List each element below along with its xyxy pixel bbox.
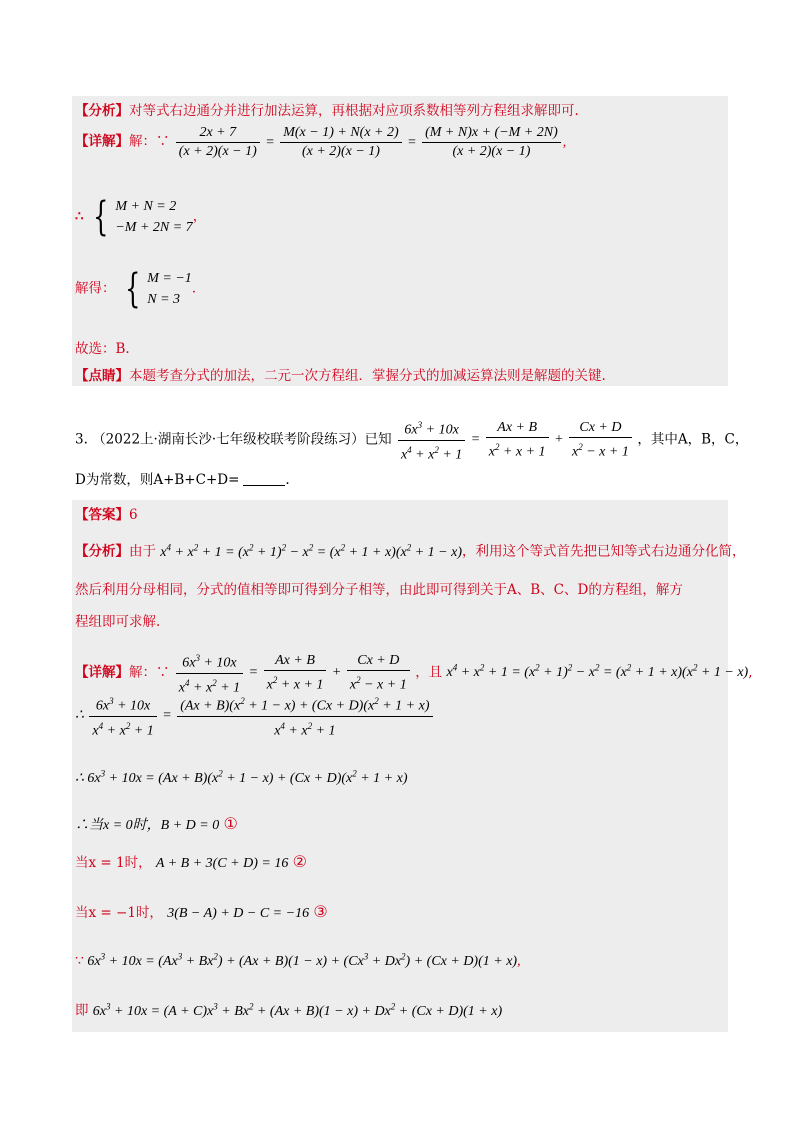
- sum-equation: $\frac{2x + 7}{(x + 2)(x - 1)}$ = $\frac{M(x - 1) + N(x + 2)}{(x + 2)(x - 1)}$ = $\frac{(M + N)x + (-M + 2N)}{(x + 2)(x - 1)}$ ,: [174, 135, 566, 150]
- comment-line: [75, 366, 606, 386]
- analysis-line-3c: 程组即可求解.: [75, 614, 161, 630]
- equation-2: A + B + 3(C + D) = 16: [155, 856, 289, 871]
- analysis-3-part-1: 由于: [129, 543, 156, 560]
- system-1-eq-2: −M + 2N = 7: [115, 220, 193, 235]
- analysis-text: 对等式右边通分并进行加法运算，再根据对应项系数相等列方程组求解即可.: [129, 103, 579, 119]
- regroup-equation: $6x^3 + 10x = (A + C)x^3 + Bx^2 + (Ax + B)(1 - x) + Dx^2 + (Cx + D)(1 + x)$: [92, 1001, 503, 1019]
- question-number: 3.: [75, 431, 88, 448]
- comment-text: 本题考查分式的加法，二元一次方程组．掌握分式的加减运算法则是解题的关键.: [129, 368, 606, 384]
- combined-fraction-line: [75, 692, 435, 740]
- circle-2: ②: [292, 852, 307, 871]
- detail-3-prefix: 解：∵: [129, 664, 170, 681]
- factor-identity: $x^4 + x^2 + 1 = (x^2 + 1)^2 - x^2 = (x^2 + 1 + x)(x^2 + 1 - x)$: [160, 542, 463, 560]
- equation-3: 3(B − A) + D − C = −16: [167, 906, 310, 921]
- answer-line: [75, 505, 138, 525]
- numerator-equation: ∴ $6x^3 + 10x = (Ax + B)(x^2 + 1 - x) + (Cx + D)(x^2 + 1 + x)$: [75, 768, 408, 786]
- equation-system-1: { M + N = 2 −M + 2N = 7: [92, 194, 193, 240]
- system-2-line: 解得： { M = −1 N = 3 ．: [75, 266, 206, 312]
- question-tail: ，其中A，B，C，: [637, 431, 749, 448]
- detail-prefix: 解：∵: [129, 133, 170, 150]
- analysis-tag: 【分析】: [75, 103, 129, 119]
- expansion-line: [75, 946, 521, 972]
- analysis-line-2: [75, 101, 579, 121]
- answer-value: 6: [129, 507, 138, 523]
- expansion-equation: ∵ $6x^3 + 10x = (Ax^3 + Bx^2) + (Ax + B)(1 - x) + (Cx^3 + Dx^2) + (Cx + D)(1 + x)$,: [75, 951, 521, 969]
- given-equation: $\frac{6x^3 + 10x}{x^4 + x^2 + 1}$ = $\frac{Ax + B}{x^2 + x + 1}$ + $\frac{Cx + D}{x^2 - x + 1}$: [174, 665, 415, 680]
- factor-identity-2: $x^4 + x^2 + 1 = (x^2 + 1)^2 - x^2 = (x^2 + 1 + x)(x^2 + 1 - x)$: [446, 662, 749, 681]
- detail-line-3: 【详解】解：∵ $\frac{6x^3 + 10x}{x^4 + x^2 + 1}$ = $\frac{Ax + B}{x^2 + x + 1}$ + $\frac{Cx + D}{x^2 - x + 1}$ ，且 $x^4 + x^2 + 1 = (x^2 + 1)^2 - x^2 = (x^2 + 1 + x)(x^2 + 1 - x)$,: [75, 649, 753, 697]
- detail-line-2: [75, 124, 566, 161]
- regroup-line: [75, 996, 502, 1022]
- question-equation: $\frac{6x^3 + 10x}{x^4 + x^2 + 1}$ = $\frac{Ax + B}{x^2 + x + 1}$ + $\frac{Cx + D}{x^2 - x + 1}$: [396, 432, 637, 447]
- system-2-eq-1: M = −1: [147, 271, 192, 286]
- numerator-equation-line: [75, 763, 408, 789]
- analysis-line-3b: 然后利用分母相同，分式的值相等即可得到分子相等，由此即可得到关于A、B、C、D的方程组，解方: [75, 582, 683, 598]
- case-xm1-label: 当x = −1时，: [75, 905, 163, 921]
- analysis-3-tag: 【分析】: [75, 543, 129, 560]
- ji-word: 即: [75, 1002, 89, 1019]
- case-xm1-line: [75, 902, 328, 924]
- question-line-2-text: D为常数，则A+B+C+D=: [75, 472, 240, 488]
- question-3-line-2: D为常数，则A+B+C+D= .: [75, 472, 290, 488]
- answer-blank: [243, 485, 285, 486]
- and-word: ，且: [415, 664, 443, 681]
- case-x1-line: [75, 852, 307, 874]
- case-x1-label: 当x = 1时，: [75, 855, 152, 871]
- comment-tag: 【点睛】: [75, 368, 129, 384]
- case-x0: ∴当x = 0时，B + D = 0: [75, 818, 220, 833]
- analysis-line-3: [75, 537, 746, 563]
- system-1-eq-1: M + N = 2: [115, 199, 177, 214]
- case-x0-line: [75, 814, 238, 836]
- analysis-3-part-2: ，利用这个等式首先把已知等式右边通分化简，: [462, 543, 746, 560]
- combined-fraction: ∴ $\frac{6x^3 + 10x}{x^4 + x^2 + 1}$ = $\frac{(Ax + B)(x^2 + 1 - x) + (Cx + D)(x^2 + 1 + x)}{x^4 + x^2 + 1}$: [75, 708, 435, 723]
- answer-tag: 【答案】: [75, 507, 129, 523]
- system-1-line: ∴ { M + N = 2 −M + 2N = 7 ，: [75, 194, 207, 240]
- question-source: （2022上·湖南长沙·七年级校联考阶段练习）已知: [92, 431, 392, 448]
- circle-3: ③: [313, 902, 328, 921]
- detail-tag: 【详解】: [75, 133, 129, 150]
- therefore-symbol: ∴: [75, 208, 84, 225]
- solve-prefix: 解得：: [75, 280, 116, 297]
- circle-1: ①: [223, 814, 238, 833]
- detail-3-tag: 【详解】: [75, 664, 129, 681]
- choice-line: 故选：B.: [75, 341, 130, 357]
- system-2-eq-2: N = 3: [147, 292, 181, 307]
- question-3-line-1: [75, 416, 748, 464]
- equation-system-2: { M = −1 N = 3: [124, 266, 192, 312]
